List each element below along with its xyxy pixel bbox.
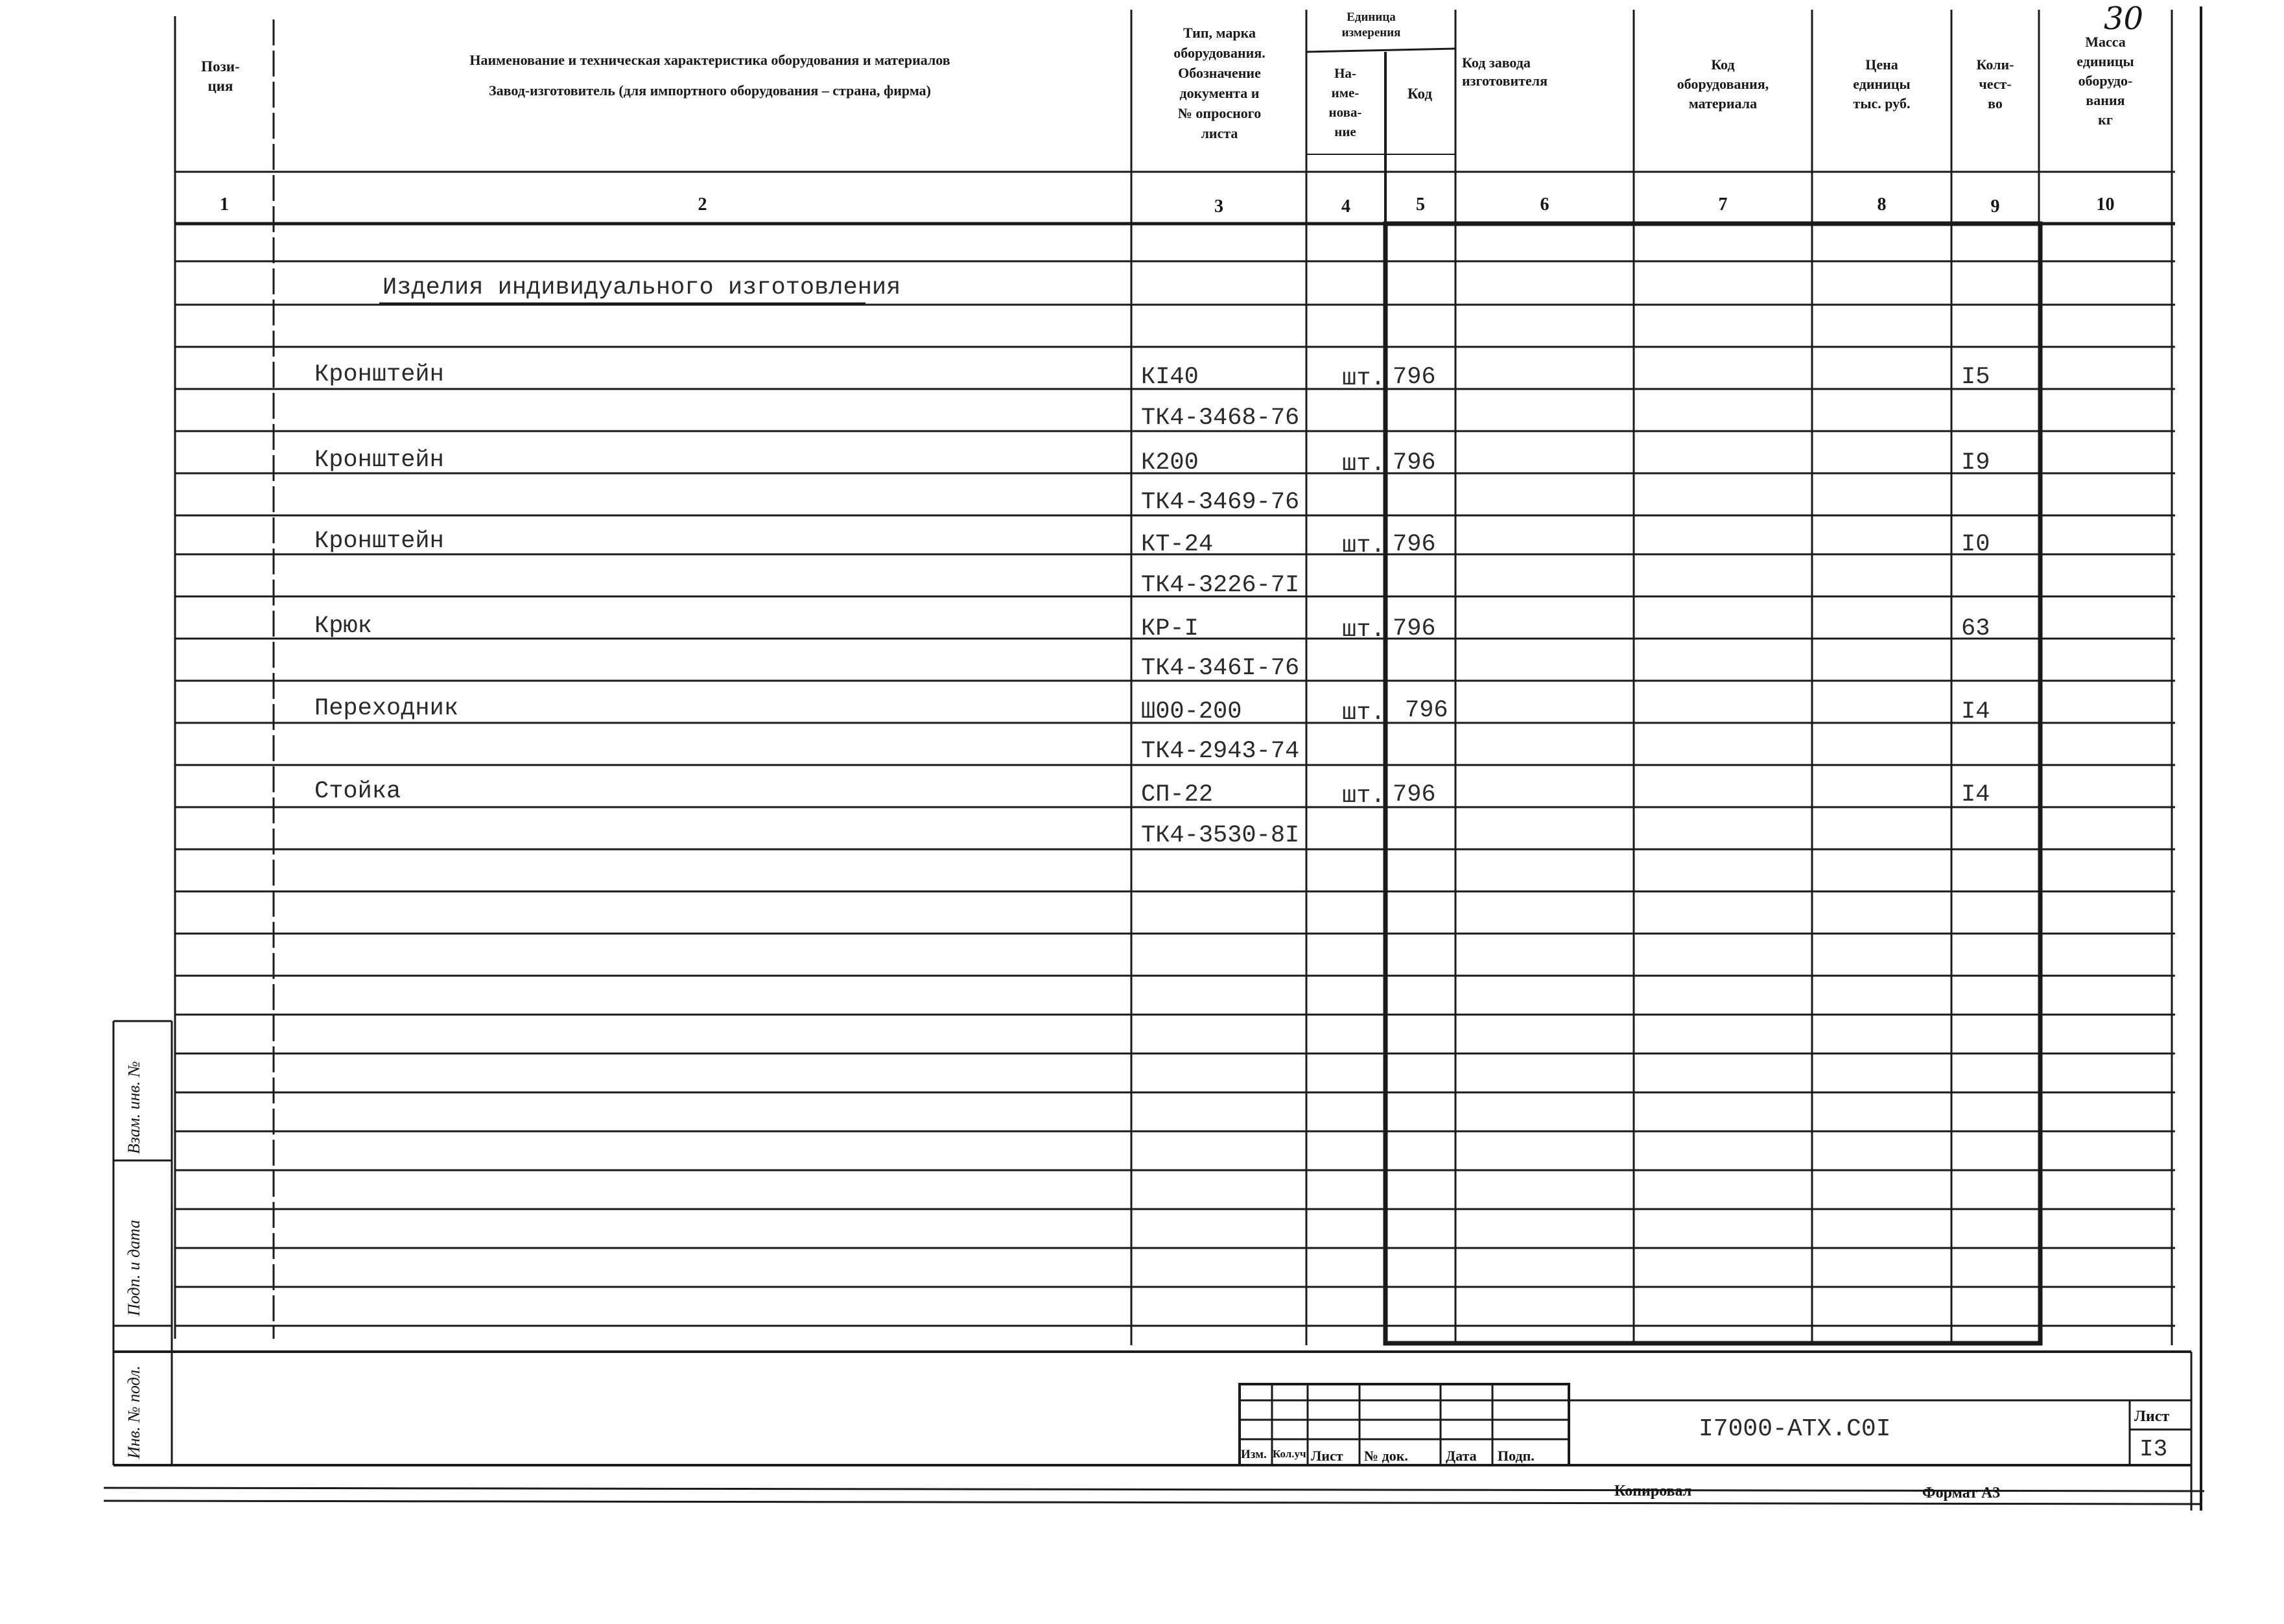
row-5-name: Переходник [314,695,459,722]
row-1-code: 796 [1393,364,1436,391]
row-2-code: 796 [1393,449,1436,477]
tb-label-date: Дата [1446,1448,1477,1464]
header-unit-code: Код [1407,86,1432,102]
row-5-type: Ш00-200 [1141,698,1242,725]
row-5-qty: I4 [1961,698,1990,725]
row-1-unit: шт. [1342,365,1385,392]
row-3-qty: I0 [1961,531,1990,558]
row-6-name: Стойка [314,778,401,805]
row-6-doc: ТК4-3530-8I [1141,822,1300,849]
side-stamp-inv-original: Инв. № подл. [124,1365,143,1459]
row-3-type: КТ-24 [1141,531,1214,558]
row-6-unit: шт. [1342,783,1385,810]
row-4-type: КР-I [1141,615,1199,642]
header-mass: Масса единицы оборудо- вания кг [2077,34,2134,128]
row-6-code: 796 [1393,781,1436,808]
row-4-name: Крюк [314,613,372,640]
header-maker-code: Код завода изготовителя [1462,54,1548,89]
row-6-type: СП-22 [1141,781,1214,808]
header-equip-code: Код оборудования, материала [1677,56,1769,112]
side-stamp-sign-date: Подп. и дата [124,1219,143,1316]
tb-label-sheet: Лист [1311,1448,1343,1464]
colnum-1: 1 [220,194,229,215]
colnum-10: 10 [2096,194,2115,215]
row-4-qty: 63 [1961,615,1990,642]
row-3-name: Кронштейн [314,528,444,555]
header-position: Пози- ция [201,58,240,94]
format-label: Формат А3 [1922,1485,2001,1501]
header-name-line1: Наименование и техническая характеристика оборудования и материалов [469,52,950,68]
section-title: Изделия индивидуального изготовления [383,274,901,301]
header-name-line2: Завод-изготовитель (для импортного оборудования – страна, фирма) [488,82,931,99]
row-5-unit: шт. [1342,700,1385,727]
tb-label-sign: Подп. [1498,1448,1535,1464]
copied-by-label: Копировал [1614,1483,1692,1500]
colnum-2: 2 [698,194,707,215]
row-3-code: 796 [1393,531,1436,558]
row-2-unit: шт. [1342,451,1385,478]
colnum-7: 7 [1718,194,1728,215]
row-2-type: К200 [1141,449,1199,477]
colnum-5: 5 [1416,194,1425,215]
page-number: 30 [2104,1,2144,37]
row-4-code: 796 [1393,615,1436,642]
row-6-qty: I4 [1961,781,1990,808]
header-qty: Коли- чест- во [1976,56,2014,112]
row-4-unit: шт. [1342,617,1385,644]
colnum-8: 8 [1877,194,1887,215]
row-2-name: Кронштейн [314,447,444,474]
header-unit-group: Единица измерения [1341,10,1401,40]
colnum-9: 9 [1990,196,2000,217]
row-5-doc: ТК4-2943-74 [1141,738,1300,765]
sheet-number: I3 [2139,1436,2168,1463]
tb-label-doc-number: № док. [1364,1448,1408,1464]
colnum-3: 3 [1214,196,1223,217]
colnum-4: 4 [1341,196,1350,217]
header-price: Цена единицы тыс. руб. [1853,56,1911,112]
row-5-code: 796 [1405,697,1448,724]
row-4-doc: ТК4-346I-76 [1141,655,1300,682]
header-type: Тип, марка оборудования. Обозначение документа и № опросного листа [1173,25,1266,141]
row-3-unit: шт. [1342,532,1385,559]
row-3-doc: ТК4-3226-7I [1141,572,1300,599]
colnum-6: 6 [1540,194,1549,215]
tb-label-change: Изм. [1241,1448,1267,1461]
sheet-label: Лист [2134,1408,2170,1425]
header-unit-name: На- име- нова- ние [1328,65,1362,139]
tb-label-count: Кол.уч [1273,1448,1306,1460]
row-1-name: Кронштейн [314,361,444,388]
row-2-doc: ТК4-3469-76 [1141,489,1300,516]
document-code: I7000-АТХ.С0I [1699,1415,1891,1443]
row-1-type: КI40 [1141,364,1199,391]
row-1-qty: I5 [1961,364,1990,391]
side-stamp-replaced-inv: Взам. инв. № [124,1061,143,1154]
row-1-doc: ТК4-3468-76 [1141,405,1300,432]
row-2-qty: I9 [1961,449,1990,477]
